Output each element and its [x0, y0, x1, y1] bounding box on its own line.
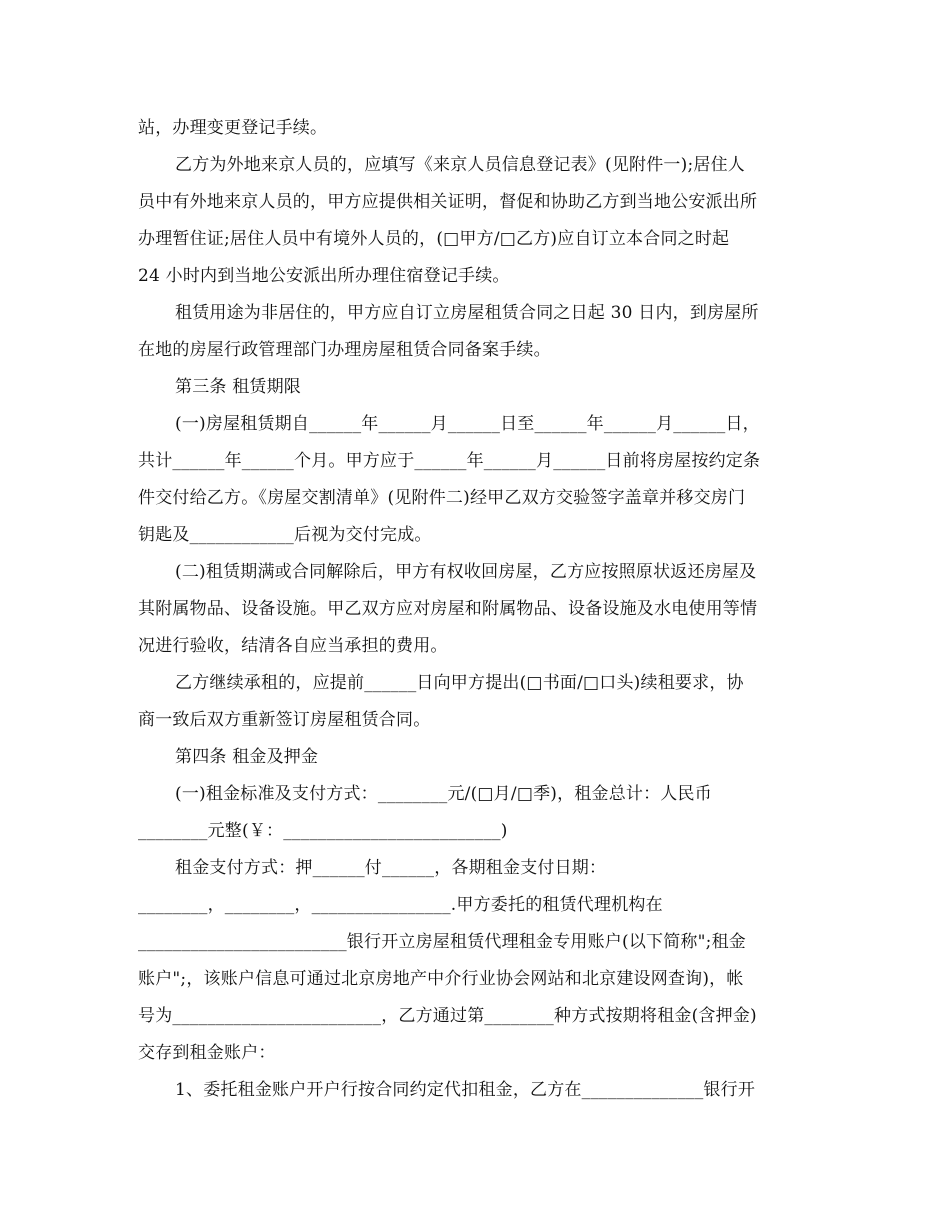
text-line: 钥匙及____________后视为交付完成。 — [138, 525, 432, 545]
text-line: (一)房屋租赁期自______年______月______日至______年______月______日， — [175, 414, 760, 434]
text-line: 商一致后双方重新签订房屋租赁合同。 — [138, 710, 431, 730]
text-line: ________________________银行开立房屋租赁代理租金专用账户(以下简称";租金 — [138, 932, 746, 952]
text-line: 在地的房屋行政管理部门办理房屋租赁合同备案手续。 — [138, 340, 551, 360]
text-line: 办理暂住证;居住人员中有境外人员的，(□甲方/□乙方)应自订立本合同之时起 — [138, 229, 730, 249]
text-line: 况进行验收，结清各自应当承担的费用。 — [138, 636, 448, 656]
text-line: 站，办理变更登记手续。 — [138, 118, 328, 138]
text-line: 租赁用途为非居住的，甲方应自订立房屋租赁合同之日起 30 日内，到房屋所 — [175, 303, 759, 323]
text-line: 24 小时内到当地公安派出所办理住宿登记手续。 — [138, 266, 510, 286]
text-line: ________，________，________________.甲方委托的租赁代理机构在 — [138, 895, 663, 915]
text-line: 1、委托租金账户开户行按合同约定代扣租金，乙方在______________银行开 — [175, 1080, 756, 1100]
text-line: 乙方继续承租的，应提前______日向甲方提出(□书面/□口头)续租要求，协 — [175, 673, 744, 693]
text-line: 账户";，该账户信息可通过北京房地产中介行业协会网站和北京建设网查询)，帐 — [138, 969, 744, 989]
text-line: 件交付给乙方。《房屋交割清单》(见附件二)经甲乙双方交验签字盖章并移交房门 — [138, 488, 746, 508]
text-line: 号为________________________，乙方通过第________种方式按期将租金(含押金) — [138, 1006, 757, 1026]
section-heading: 第三条 租赁期限 — [175, 377, 302, 397]
text-line: (一)租金标准及支付方式：________元/(□月/□季)，租金总计：人民币 — [175, 784, 712, 804]
section-heading: 第四条 租金及押金 — [175, 747, 319, 767]
text-line: 交存到租金账户： — [138, 1043, 276, 1063]
text-line: 员中有外地来京人员的，甲方应提供相关证明，督促和协助乙方到当地公安派出所 — [138, 192, 758, 212]
text-line: 租金支付方式：押______付______，各期租金支付日期： — [175, 858, 607, 878]
text-line: (二)租赁期满或合同解除后，甲方有权收回房屋，乙方应按照原状返还房屋及 — [175, 562, 757, 582]
text-line: ________元整(￥：_________________________) — [138, 821, 508, 841]
text-line: 乙方为外地来京人员的，应填写《来京人员信息登记表》(见附件一);居住人 — [175, 155, 745, 175]
text-line: 共计______年______个月。甲方应于______年______月______日前将房屋按约定条 — [138, 451, 761, 471]
text-line: 其附属物品、设备设施。甲乙双方应对房屋和附属物品、设备设施及水电使用等情 — [138, 599, 758, 619]
